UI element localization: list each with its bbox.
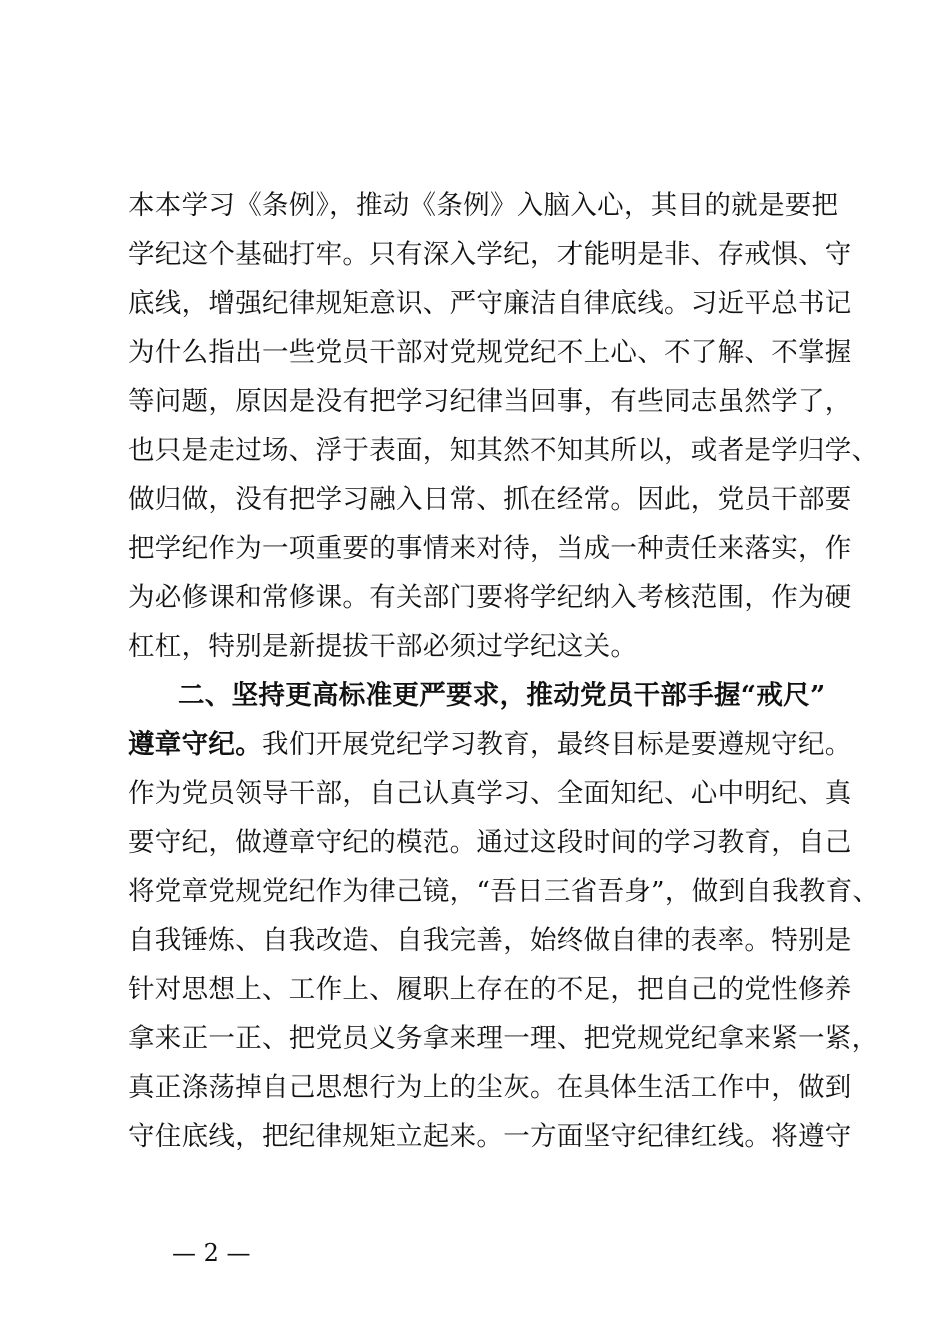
text-line: 把学纪作为一项重要的事情来对待，当成一种责任来落实，作 (128, 533, 852, 564)
text-line: 底线，增强纪律规矩意识、严守廉洁自律底线。习近平总书记 (128, 288, 852, 319)
text-line: 守住底线，把纪律规矩立起来。一方面坚守纪律红线。将遵守 (128, 1121, 852, 1152)
section-heading-end: 遵章守纪。 (128, 729, 262, 760)
text-line: 等问题，原因是没有把学习纪律当回事，有些同志虽然学了， (128, 386, 852, 417)
text-line: 为什么指出一些党员干部对党规党纪不上心、不了解、不掌握 (128, 337, 852, 368)
text-line: 拿来正一正、把党员义务拿来理一理、把党规党纪拿来紧一紧， (128, 1023, 879, 1054)
text-line: 作为党员领导干部，自己认真学习、全面知纪、心中明纪、真 (128, 778, 852, 809)
text-line: 真正涤荡掉自己思想行为上的尘灰。在具体生活工作中，做到 (128, 1072, 852, 1103)
page-number: — 2 — (172, 1239, 251, 1267)
text-line: 自我锤炼、自我改造、自我完善，始终做自律的表率。特别是 (128, 925, 852, 956)
text-line: 本本学习《条例》，推动《条例》入脑入心，其目的就是要把 (128, 190, 839, 221)
text-line: 杠杠，特别是新提拔干部必须过学纪这关。 (128, 631, 638, 662)
body-text (128, 181, 880, 1161)
text-line: 学纪这个基础打牢。只有深入学纪，才能明是非、存戒惧、守 (128, 239, 852, 270)
text-line: 为必修课和常修课。有关部门要将学纪纳入考核范围，作为硬 (128, 582, 852, 613)
section-heading-continuation (128, 720, 852, 769)
text-line: 针对思想上、工作上、履职上存在的不足，把自己的党性修养 (128, 974, 852, 1005)
text-line: 将党章党规党纪作为律己镜，“吾日三省吾身”，做到自我教育、 (128, 876, 880, 907)
section-heading: 二、坚持更高标准更严要求，推动党员干部手握“戒尺” (178, 680, 826, 711)
text-line: 要守纪，做遵章守纪的模范。通过这段时间的学习教育，自己 (128, 827, 852, 858)
text-line: 做归做，没有把学习融入日常、抓在经常。因此，党员干部要 (128, 484, 852, 515)
text-line: 也只是走过场、浮于表面，知其然不知其所以，或者是学归学、 (128, 435, 879, 466)
section-text-start: 我们开展党纪学习教育，最终目标是要遵规守纪。 (262, 729, 852, 760)
